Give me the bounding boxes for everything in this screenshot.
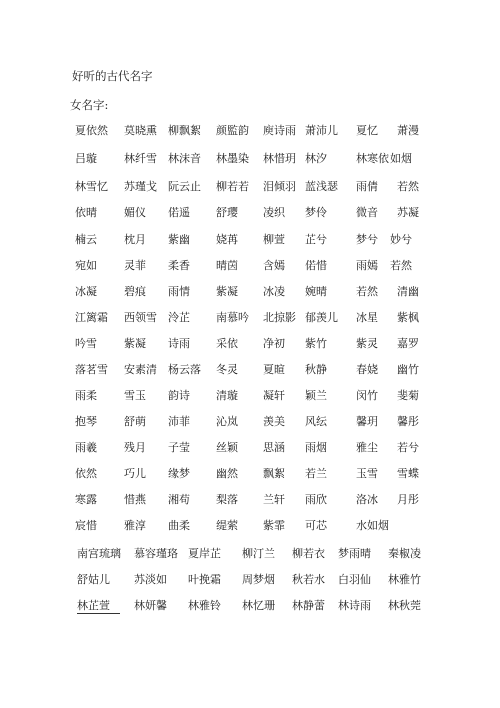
- name-entry: 风纭: [305, 415, 327, 428]
- name-entry: 娆苒: [216, 233, 238, 246]
- name-entry: 紫灵: [356, 337, 378, 350]
- name-entry: 幽竹: [397, 363, 419, 376]
- name-entry: 宛如: [75, 259, 97, 272]
- name-entry: 依然: [75, 467, 97, 480]
- name-entry: 紫凝: [216, 285, 238, 298]
- name-row: [0, 547, 500, 563]
- name-entry: 紫枫: [397, 311, 419, 324]
- name-entry: 曲柔: [168, 519, 190, 532]
- name-entry: 若然: [390, 259, 412, 272]
- name-entry: 林静蕾: [292, 599, 325, 612]
- name-entry: 寒露: [75, 493, 97, 506]
- name-entry: 婉晴: [305, 285, 327, 298]
- name-entry: 灵菲: [124, 259, 146, 272]
- name-entry: 叶挽霜: [188, 573, 221, 586]
- name-entry: 馨玥: [356, 415, 378, 428]
- name-entry: 梦伶: [305, 206, 327, 219]
- name-entry: 诗雨: [168, 337, 190, 350]
- name-row: [0, 152, 500, 168]
- name-entry: 碧痕: [124, 285, 146, 298]
- name-entry: 缇萦: [216, 519, 238, 532]
- name-entry: 吟雪: [75, 337, 97, 350]
- name-entry: 洛冰: [356, 493, 378, 506]
- name-entry: 林芷萱: [77, 599, 120, 614]
- name-entry: 闵竹: [356, 389, 378, 402]
- name-entry: 舒萌: [124, 415, 146, 428]
- name-entry: 嘉罗: [397, 337, 419, 350]
- name-entry: 沁岚: [216, 415, 238, 428]
- name-entry: 梨落: [216, 493, 238, 506]
- name-entry: 冰凝: [75, 285, 97, 298]
- name-entry: 白羽仙: [338, 573, 371, 586]
- name-entry: 抱琴: [75, 415, 97, 428]
- name-entry: 林惜玥: [263, 152, 296, 165]
- name-entry: 林雅竹: [388, 573, 421, 586]
- name-entry: 楠云: [75, 233, 97, 246]
- name-entry: 林忆珊: [242, 599, 275, 612]
- name-entry: 柳汀兰: [242, 547, 275, 560]
- name-entry: 妙兮: [390, 233, 412, 246]
- name-entry: 周梦烟: [242, 573, 275, 586]
- name-entry: 萧沛儿: [305, 124, 338, 137]
- name-entry: 丝颖: [216, 441, 238, 454]
- name-entry: 清幽: [397, 285, 419, 298]
- name-entry: 林纤雪: [124, 152, 157, 165]
- name-entry: 舒姑儿: [77, 573, 110, 586]
- name-entry: 羡美: [263, 415, 285, 428]
- name-entry: 雨嫣: [356, 259, 378, 272]
- name-entry: 慕容瑾珞: [134, 547, 178, 560]
- name-entry: 清璇: [216, 389, 238, 402]
- name-entry: 雨烟: [305, 441, 327, 454]
- name-row: [0, 467, 500, 483]
- name-entry: 庾诗雨: [263, 124, 296, 137]
- name-entry: 柔香: [168, 259, 190, 272]
- name-entry: 若然: [356, 285, 378, 298]
- name-entry: 采依: [216, 337, 238, 350]
- name-row: [0, 573, 500, 589]
- name-entry: 雪蝶: [397, 467, 419, 480]
- name-entry: 梦兮: [356, 233, 378, 246]
- name-entry: 雨柔: [75, 389, 97, 402]
- name-entry: 如烟: [390, 152, 412, 165]
- name-entry: 林雅铃: [188, 599, 221, 612]
- name-entry: 凌织: [263, 206, 285, 219]
- name-row: [0, 285, 500, 301]
- name-entry: 若兰: [305, 467, 327, 480]
- name-entry: 蓝浅瑟: [305, 180, 338, 193]
- name-row: [0, 363, 500, 379]
- name-row: [0, 519, 500, 535]
- name-entry: 夏岸芷: [188, 547, 221, 560]
- name-entry: 苏瑾戈: [124, 180, 157, 193]
- name-entry: 依晴: [75, 206, 97, 219]
- name-entry: 冬灵: [216, 363, 238, 376]
- name-entry: 雅尘: [356, 441, 378, 454]
- name-row: [0, 233, 500, 249]
- name-row: [0, 259, 500, 275]
- name-entry: 飘絮: [263, 467, 285, 480]
- name-entry: 兰轩: [263, 493, 285, 506]
- name-row: [0, 415, 500, 431]
- name-entry: 可芯: [305, 519, 327, 532]
- section-heading: 女名字:: [70, 98, 109, 112]
- name-entry: 颜監韵: [216, 124, 249, 137]
- name-entry: 林墨染: [216, 152, 249, 165]
- name-entry: 夏忆: [356, 124, 378, 137]
- name-row: [0, 206, 500, 222]
- name-entry: 柳飘絮: [168, 124, 201, 137]
- name-entry: 紫霏: [263, 519, 285, 532]
- name-entry: 雨情: [168, 285, 190, 298]
- name-entry: 林寒依: [356, 152, 389, 165]
- name-entry: 缘梦: [168, 467, 190, 480]
- name-entry: 湘苟: [168, 493, 190, 506]
- name-entry: 莫晓熏: [124, 124, 157, 137]
- document-title: 好听的古代名字: [72, 69, 153, 83]
- name-entry: 秋若水: [292, 573, 325, 586]
- name-entry: 斐菊: [397, 389, 419, 402]
- name-entry: 林雪忆: [75, 180, 108, 193]
- name-entry: 子莹: [168, 441, 190, 454]
- name-entry: 雪玉: [124, 389, 146, 402]
- name-entry: 林妍馨: [134, 599, 167, 612]
- name-entry: 夏暄: [263, 363, 285, 376]
- name-entry: 柳萱: [263, 233, 285, 246]
- name-entry: 柳若衣: [292, 547, 325, 560]
- name-entry: 芷兮: [305, 233, 327, 246]
- name-entry: 晴茵: [216, 259, 238, 272]
- name-entry: 凝轩: [263, 389, 285, 402]
- name-entry: 林诗雨: [338, 599, 371, 612]
- name-entry: 柳若若: [216, 180, 249, 193]
- name-entry: 林汐: [305, 152, 327, 165]
- name-entry: 沛菲: [168, 415, 190, 428]
- name-entry: 冰星: [356, 311, 378, 324]
- name-row: [0, 124, 500, 140]
- name-entry: 含嫣: [263, 259, 285, 272]
- name-row: [0, 441, 500, 457]
- name-entry: 吕璇: [75, 152, 97, 165]
- name-entry: 郁羡儿: [305, 311, 338, 324]
- name-row: [0, 311, 500, 327]
- name-entry: 幽然: [216, 467, 238, 480]
- name-entry: 雨欣: [305, 493, 327, 506]
- name-entry: 偌惜: [305, 259, 327, 272]
- name-entry: 若然: [397, 180, 419, 193]
- name-entry: 媚仪: [124, 206, 146, 219]
- name-entry: 微音: [356, 206, 378, 219]
- name-entry: 秦椒凌: [388, 547, 421, 560]
- name-entry: 紫竹: [305, 337, 327, 350]
- name-entry: 西领雪: [124, 311, 157, 324]
- name-entry: 安素清: [124, 363, 157, 376]
- name-row: [0, 389, 500, 405]
- name-entry: 惜燕: [124, 493, 146, 506]
- name-entry: 宸惜: [75, 519, 97, 532]
- name-entry: 春娆: [356, 363, 378, 376]
- name-entry: 林秋莞: [388, 599, 421, 612]
- name-entry: 夏依然: [75, 124, 108, 137]
- name-entry: 泠芷: [168, 311, 190, 324]
- name-entry: 雅淳: [124, 519, 146, 532]
- name-entry: 水如烟: [356, 519, 389, 532]
- name-entry: 阮云止: [168, 180, 201, 193]
- name-row: [0, 493, 500, 509]
- name-entry: 杨云落: [168, 363, 201, 376]
- name-entry: 颖兰: [305, 389, 327, 402]
- name-row: [0, 180, 500, 196]
- name-entry: 雨羲: [75, 441, 97, 454]
- name-entry: 苏淡如: [134, 573, 167, 586]
- name-row: [0, 599, 500, 615]
- name-entry: 巧儿: [124, 467, 146, 480]
- name-entry: 舒璎: [216, 206, 238, 219]
- name-entry: 泪倾羽: [263, 180, 296, 193]
- name-entry: 林沫音: [168, 152, 201, 165]
- name-entry: 北掠影: [263, 311, 296, 324]
- name-entry: 冰凌: [263, 285, 285, 298]
- name-entry: 南慕吟: [216, 311, 249, 324]
- name-entry: 梦雨晴: [338, 547, 371, 560]
- name-entry: 萧漫: [397, 124, 419, 137]
- name-entry: 江篱霜: [75, 311, 108, 324]
- name-entry: 净初: [263, 337, 285, 350]
- name-row: [0, 337, 500, 353]
- name-entry: 落茗雪: [75, 363, 108, 376]
- name-entry: 馨彤: [397, 415, 419, 428]
- name-entry: 苏凝: [397, 206, 419, 219]
- name-entry: 韵诗: [168, 389, 190, 402]
- name-entry: 秋静: [305, 363, 327, 376]
- name-entry: 玉雪: [356, 467, 378, 480]
- name-entry: 偌遥: [168, 206, 190, 219]
- name-entry: 雨倩: [356, 180, 378, 193]
- name-entry: 南宫琉璃: [77, 547, 121, 560]
- name-entry: 紫幽: [168, 233, 190, 246]
- name-entry: 月彤: [397, 493, 419, 506]
- name-entry: 枕月: [124, 233, 146, 246]
- name-entry: 若兮: [397, 441, 419, 454]
- name-entry: 思涵: [263, 441, 285, 454]
- name-entry: 紫凝: [124, 337, 146, 350]
- name-entry: 残月: [124, 441, 146, 454]
